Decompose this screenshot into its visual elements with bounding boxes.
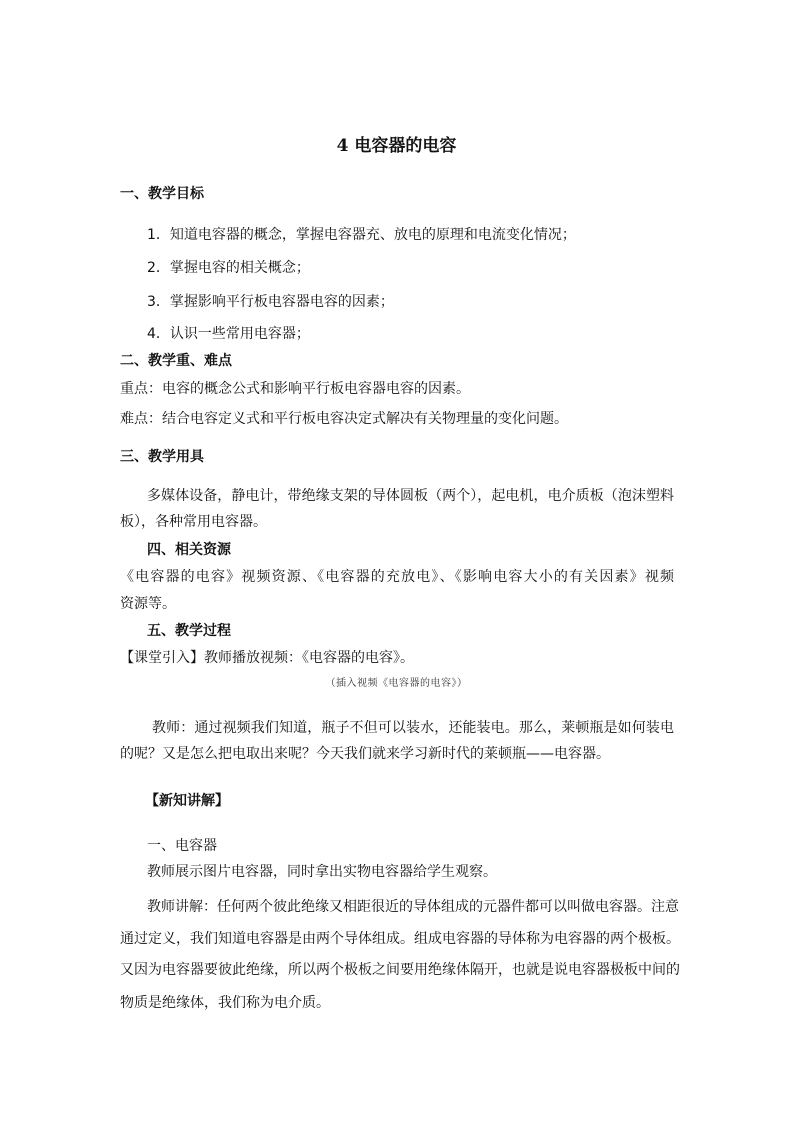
section-heading-goals: 一、教学目标: [120, 186, 204, 202]
section-heading-key-points: 二、教学重、难点: [120, 353, 232, 369]
subsection-heading-capacitor: 一、电容器: [147, 838, 217, 854]
class-intro-text: 【课堂引入】教师播放视频：《电容器的电容》。: [120, 650, 414, 666]
resources-text-line1: 《电容器的电容》视频资源、《电容器的充放电》、《影响电容大小的有关因素》视频: [120, 569, 674, 585]
goal-item-4: 4．认识一些常用电容器；: [147, 326, 310, 342]
tools-text-line1: 多媒体设备，静电计，带绝缘支架的导体圆板（两个），起电机，电介质板（泡沫塑料: [147, 488, 674, 504]
explain-text-line3: 又因为电容器要彼此绝缘，所以两个极板之间要用绝缘体隔开，也就是说电容器极板中间的: [120, 962, 680, 978]
key-point-text: 重点：电容的概念公式和影响平行板电容器电容的因素。: [120, 381, 470, 397]
new-knowledge-heading: 【新知讲解】: [145, 793, 229, 809]
teacher-intro-line2: 的呢？又是怎么把电取出来呢？今天我们就来学习新时代的莱顿瓶——电容器。: [120, 746, 610, 762]
goal-item-3: 3．掌握影响平行板电容器电容的因素；: [147, 294, 394, 310]
explain-text-line4: 物质是绝缘体，我们称为电介质。: [120, 995, 330, 1011]
explain-text-line2: 通过定义，我们知道电容器是由两个导体组成。组成电容器的导体称为电容器的两个极板。: [120, 931, 680, 947]
difficult-point-text: 难点：结合电容定义式和平行板电容决定式解决有关物理量的变化问题。: [120, 411, 568, 427]
teacher-intro-line1: 教师：通过视频我们知道，瓶子不但可以装水，还能装电。那么，莱顿瓶是如何装电: [152, 720, 674, 736]
section-heading-tools: 三、教学用具: [120, 449, 204, 465]
tools-text-line2: 板），各种常用电容器。: [120, 514, 267, 530]
goal-item-1: 1．知道电容器的概念，掌握电容器充、放电的原理和电流变化情况；: [147, 227, 576, 243]
page-title: 4 电容器的电容: [336, 136, 457, 156]
resources-text-line2: 资源等。: [120, 596, 176, 612]
goal-item-2: 2．掌握电容的相关概念；: [147, 260, 310, 276]
show-picture-text: 教师展示图片电容器，同时拿出实物电容器给学生观察。: [147, 864, 497, 880]
section-heading-process: 五、教学过程: [147, 623, 231, 639]
section-heading-resources: 四、相关资源: [147, 542, 231, 558]
insert-video-note: （插入视频《电容器的电容》）: [325, 678, 468, 689]
explain-text-line1: 教师讲解：任何两个彼此绝缘又相距很近的导体组成的元器件都可以叫做电容器。注意: [147, 899, 679, 915]
